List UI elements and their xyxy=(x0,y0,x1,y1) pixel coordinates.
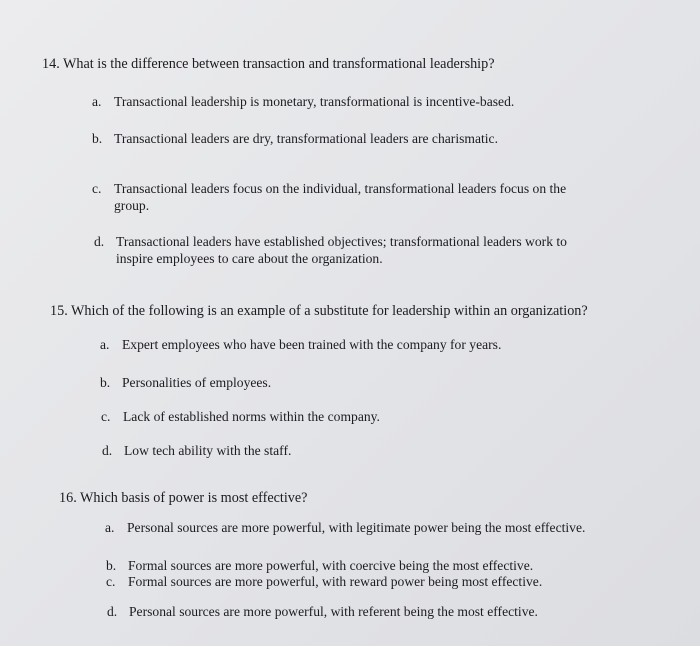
option-text: Expert employees who have been trained with the company for years. xyxy=(122,337,502,352)
option-text-continued: group. xyxy=(114,198,150,213)
q16-option-a[interactable] xyxy=(105,519,585,536)
q15-option-d[interactable] xyxy=(102,442,291,459)
question-15: 15. Which of the following is an example of a substitute for leadership within an organization? xyxy=(50,303,588,319)
q15-option-c[interactable] xyxy=(101,408,380,425)
option-letter: b. xyxy=(106,558,117,573)
option-letter: d. xyxy=(94,234,105,249)
option-letter: c. xyxy=(101,409,111,424)
option-letter: c. xyxy=(106,574,116,589)
option-text: Formal sources are more powerful, with coercive being the most effective. xyxy=(128,558,534,573)
q14-option-c[interactable] xyxy=(92,180,566,214)
q16-option-d[interactable] xyxy=(107,603,538,620)
option-text: Personal sources are more powerful, with legitimate power being the most effective. xyxy=(127,520,586,535)
option-text: Personalities of employees. xyxy=(122,375,272,390)
option-text: Transactional leaders are dry, transformational leaders are charismatic. xyxy=(114,131,498,146)
question-14: 14. What is the difference between transaction and transformational leadership? xyxy=(42,56,495,72)
q15-option-b[interactable] xyxy=(100,374,271,391)
option-letter: c. xyxy=(92,181,102,196)
option-letter: a. xyxy=(105,520,115,535)
option-letter: b. xyxy=(92,131,103,146)
option-text: Personal sources are more powerful, with referent being the most effective. xyxy=(129,604,538,619)
option-letter: d. xyxy=(102,443,113,458)
option-text: Transactional leaders focus on the individual, transformational leaders focus on the xyxy=(114,181,567,196)
q14-option-d[interactable] xyxy=(94,233,567,267)
option-text: Transactional leaders have established objectives; transformational leaders work to xyxy=(116,234,567,249)
option-letter: b. xyxy=(100,375,111,390)
option-letter: a. xyxy=(92,94,102,109)
option-letter: a. xyxy=(100,337,110,352)
option-letter: d. xyxy=(107,604,118,619)
option-text: Transactional leadership is monetary, transformational is incentive-based. xyxy=(114,94,515,109)
q16-option-b[interactable] xyxy=(106,557,533,574)
option-text-continued: inspire employees to care about the organization. xyxy=(116,251,383,266)
q16-option-c[interactable] xyxy=(106,573,542,590)
option-text: Lack of established norms within the company. xyxy=(123,409,380,424)
option-text: Formal sources are more powerful, with reward power being most effective. xyxy=(128,574,543,589)
q14-option-a[interactable] xyxy=(92,93,514,110)
q15-option-a[interactable] xyxy=(100,336,501,353)
q14-option-b[interactable] xyxy=(92,130,498,147)
question-16: 16. Which basis of power is most effective? xyxy=(59,490,308,506)
option-text: Low tech ability with the staff. xyxy=(124,443,292,458)
